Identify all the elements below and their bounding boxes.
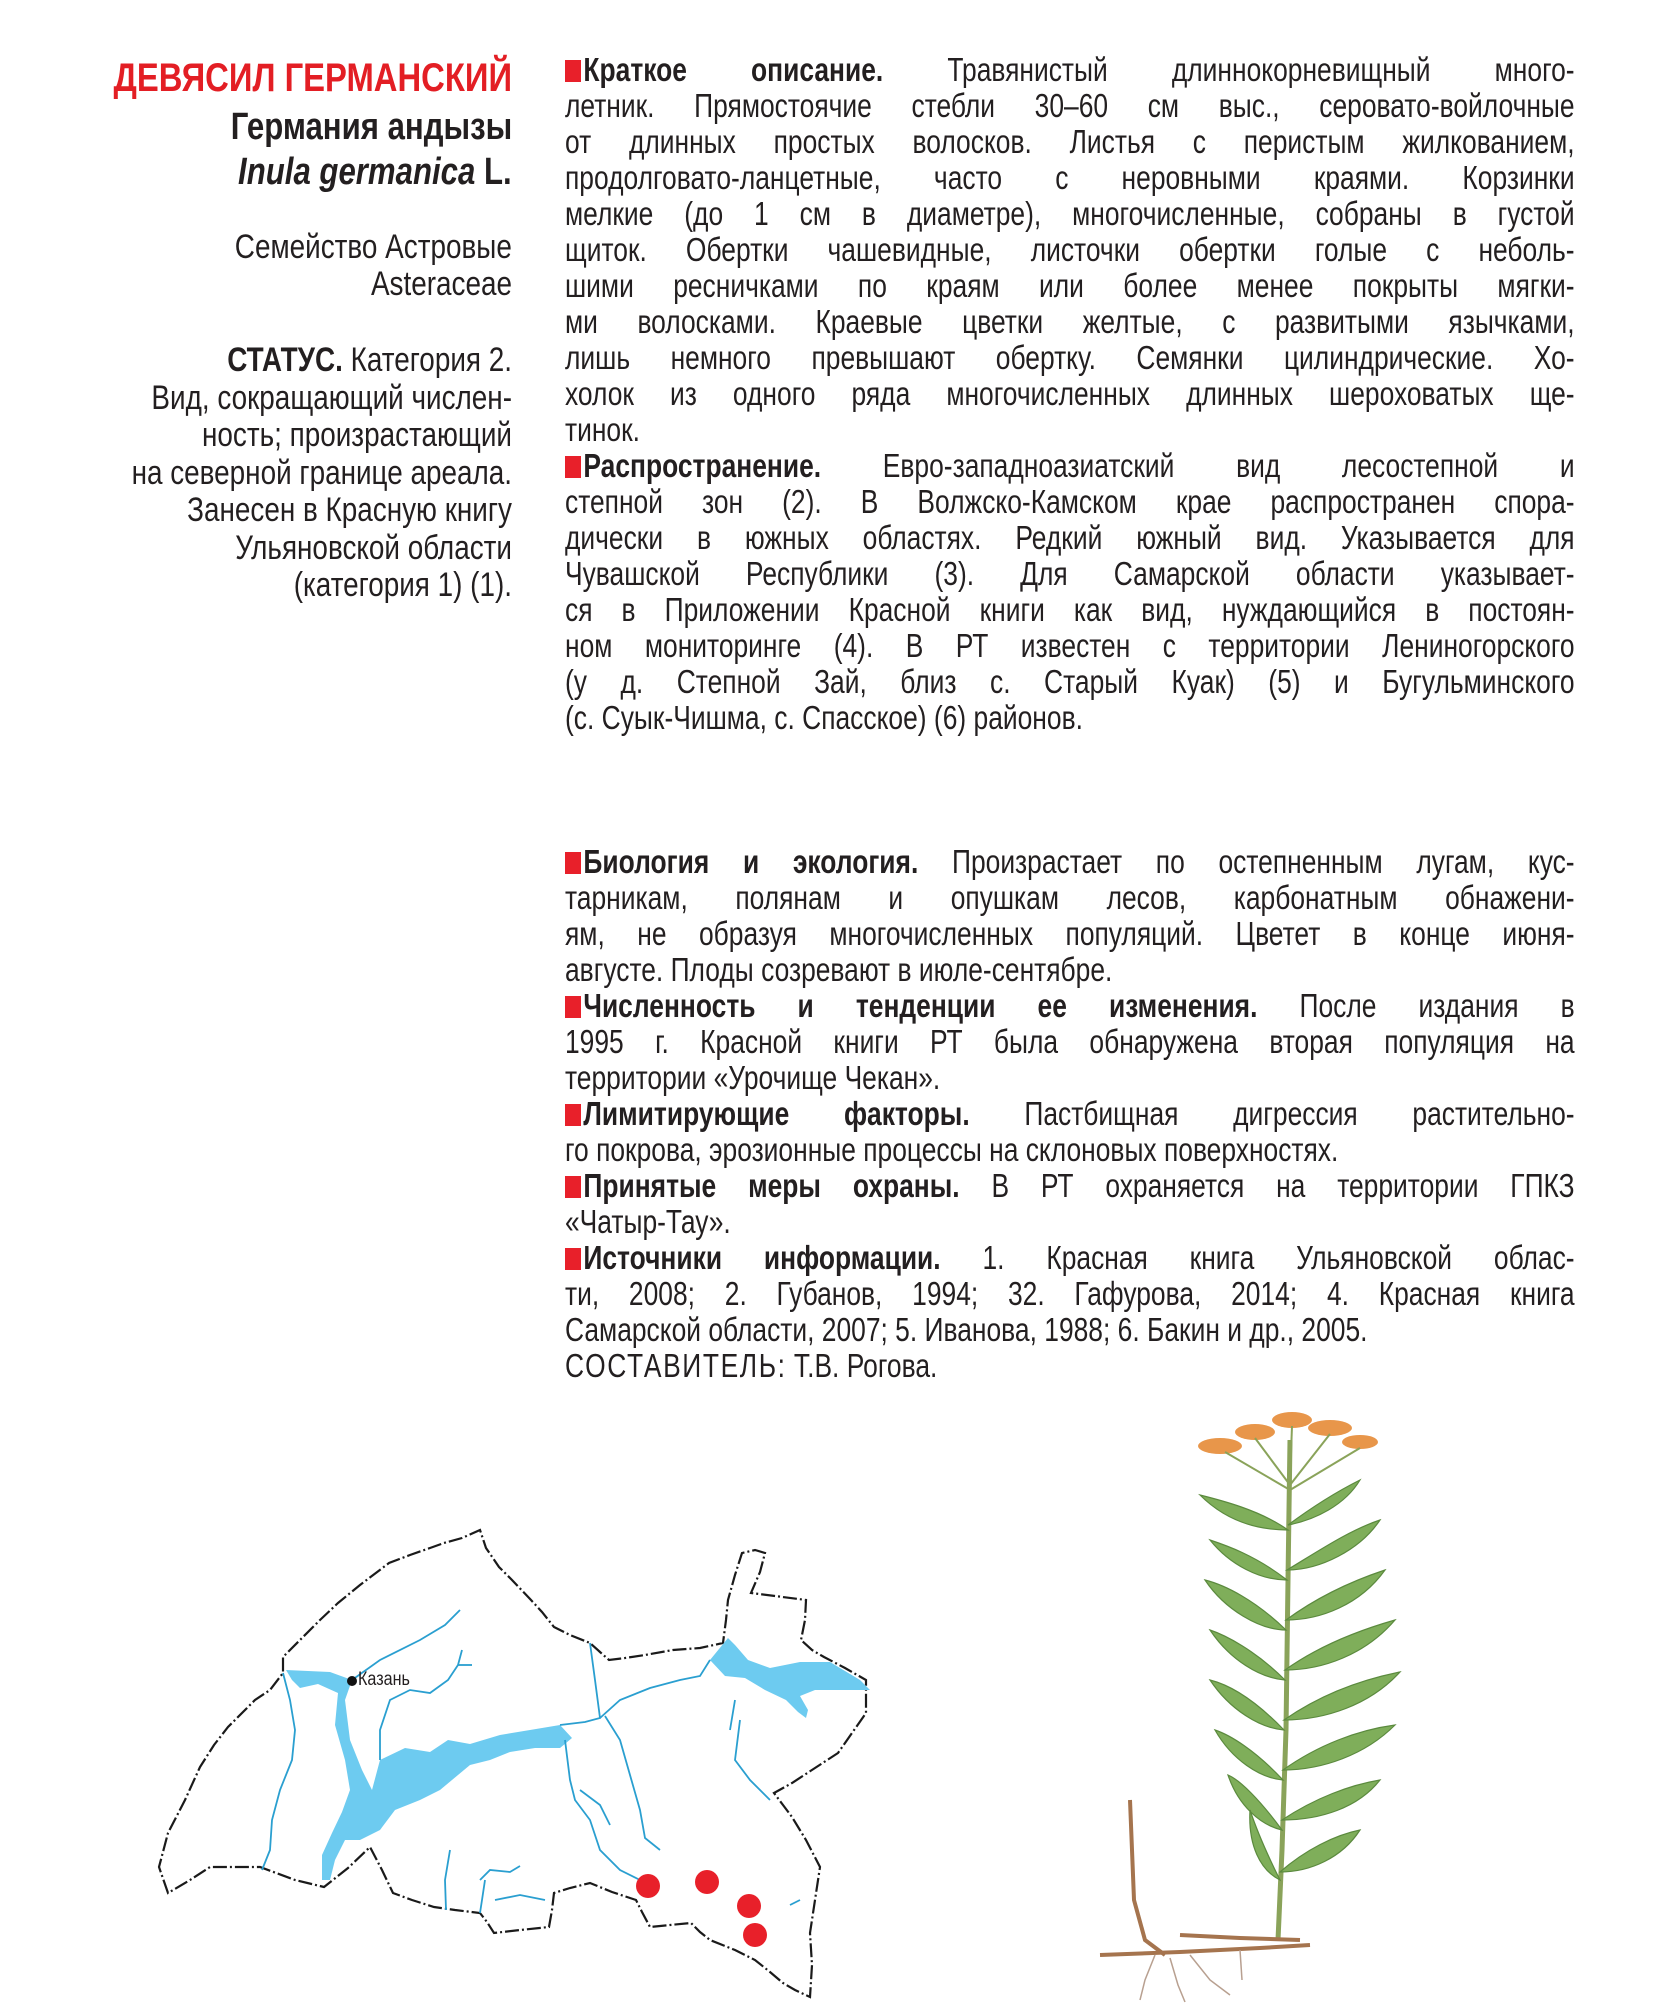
section-description — [565, 52, 1575, 448]
section-distribution — [565, 448, 1575, 736]
text-line — [565, 988, 1575, 1024]
section-text: ти, 2008; 2. Губанов, 1994; 32. Гафурова, 2014; 4. Красная книга — [565, 1275, 1575, 1312]
text-line — [565, 1096, 1575, 1132]
status-block — [53, 342, 512, 605]
text-line — [565, 1132, 1575, 1168]
section-text: После издания в — [1257, 987, 1575, 1024]
section-heading: Принятые меры охраны. — [583, 1167, 960, 1204]
leaf — [1228, 1775, 1282, 1830]
text-line — [565, 880, 1575, 916]
section-text: ном мониторинге (4). В РТ известен с территории Лениногорского — [565, 627, 1575, 664]
river — [605, 1716, 660, 1850]
section-text: мелкие (до 1 см в диаметре), многочисленные, собраны в густой — [565, 195, 1575, 232]
text-line — [565, 952, 1575, 988]
leaf — [1200, 1495, 1288, 1530]
river — [560, 1643, 600, 1725]
section-text: холок из одного ряда многочисленных длинных шероховатых ще- — [565, 375, 1575, 412]
section-text: Произрастает по остепненным лугам, кус- — [918, 843, 1575, 880]
text-line — [565, 196, 1575, 232]
section-text: (с. Суык-Чишма, с. Спасское) (6) районов. — [565, 699, 1083, 736]
section-text: Евро-западноазиатский вид лесостепной и — [821, 447, 1575, 484]
text-line — [565, 448, 1575, 484]
section-heading: Биология и экология. — [583, 843, 919, 880]
leaf — [1210, 1630, 1285, 1680]
section-text: Пастбищная дигрессия растительно- — [969, 1095, 1575, 1132]
section-text: ям, не образуя многочисленных популяций. Цветет в конце июня- — [565, 915, 1575, 952]
section-text: го покрова, эрозионные процессы на склоновых поверхностях. — [565, 1131, 1339, 1168]
leaf — [1282, 1780, 1380, 1820]
article-body — [565, 52, 1575, 1384]
occurrence-points — [636, 1870, 767, 1947]
section-text: продолговато-ланцетные, часто с неровными краями. Корзинки — [565, 159, 1575, 196]
text-line — [565, 1060, 1575, 1096]
section-text: тинок. — [565, 411, 640, 448]
text-line — [565, 232, 1575, 268]
river — [790, 1900, 800, 1905]
river — [735, 1720, 770, 1800]
red-square-bullet-icon — [565, 1104, 581, 1126]
occurrence-dot — [636, 1874, 660, 1898]
leaf — [1215, 1730, 1283, 1780]
species-title-ru: ДЕВЯСИЛ ГЕРМАНСКИЙ — [113, 56, 512, 100]
section-text: территории «Урочище Чекан». — [565, 1059, 941, 1096]
text-line — [565, 1312, 1575, 1348]
text-line — [565, 628, 1575, 664]
plant-svg — [1060, 1380, 1480, 2010]
kuibyshev-reservoir — [286, 1670, 572, 1880]
leaf — [1205, 1580, 1286, 1630]
section-gap — [565, 736, 1575, 844]
status-line: на северной границе ареала. — [131, 453, 512, 492]
species-title-tatar: Германия андызы — [230, 106, 512, 148]
city-marker-kazan — [347, 1676, 357, 1686]
section-text: Самарской области, 2007; 5. Иванова, 1988; 6. Бакин и др., 2005. — [565, 1311, 1368, 1348]
text-line — [565, 160, 1575, 196]
occurrence-dot — [737, 1894, 761, 1918]
river — [445, 1850, 450, 1910]
section-text: 1. Красная книга Ульяновской облас- — [940, 1239, 1575, 1276]
occurrence-dot — [743, 1923, 767, 1947]
red-square-bullet-icon — [565, 456, 581, 478]
leaf — [1285, 1620, 1395, 1670]
leaf — [1287, 1520, 1380, 1570]
section-protection — [565, 1168, 1575, 1240]
section-text: Чувашской Республики (3). Для Самарской области указывает- — [565, 555, 1575, 592]
compiler-text — [565, 1348, 1575, 1384]
section-text: тарникам, полянам и опушкам лесов, карбонатным обнажени- — [565, 879, 1575, 916]
section-text: августе. Плоды созревают в июле-сентябре. — [565, 951, 1113, 988]
red-square-bullet-icon — [565, 60, 581, 82]
section-text: (у д. Степной Зай, близ с. Старый Куак) (5) и Бугульминского — [565, 663, 1575, 700]
section-text: дически в южных областях. Редкий южный вид. Указывается для — [565, 519, 1575, 556]
status-line: (категория 1) (1). — [293, 566, 512, 604]
red-square-bullet-icon — [565, 1248, 581, 1270]
latin-author: L. — [475, 151, 512, 193]
section-limiting-factors — [565, 1096, 1575, 1168]
section-text: летник. Прямостоячие стебли 30–60 см выс., серовато-войлочные — [565, 87, 1575, 124]
compiler-name: Т.В. Рогова. — [786, 1347, 938, 1384]
text-line — [565, 592, 1575, 628]
river — [480, 1866, 520, 1880]
text-line — [565, 844, 1575, 880]
river — [580, 1790, 610, 1825]
leaves — [1200, 1480, 1400, 1880]
text-line — [565, 556, 1575, 592]
section-heading: Краткое описание. — [583, 51, 884, 88]
text-line — [565, 1204, 1575, 1240]
section-heading: Распространение. — [583, 447, 822, 484]
leaf — [1288, 1480, 1360, 1525]
status-line: Ульяновской области — [235, 528, 512, 567]
status-label: СТАТУС. — [227, 341, 343, 379]
red-square-bullet-icon — [565, 852, 581, 874]
text-line — [565, 376, 1575, 412]
section-text: 1995 г. Красной книги РТ была обнаружена вторая популяция на — [565, 1023, 1575, 1060]
text-line — [565, 268, 1575, 304]
leaf — [1210, 1540, 1287, 1580]
plant-illustration — [1060, 1380, 1480, 2010]
text-line — [565, 1168, 1575, 1204]
section-text: щиток. Обертки чашевидные, листочки обертки голые с неболь- — [565, 231, 1575, 268]
river — [600, 1660, 710, 1718]
red-square-bullet-icon — [565, 996, 581, 1018]
text-line — [565, 124, 1575, 160]
river — [730, 1700, 735, 1730]
family-latin: Asteraceae — [370, 265, 512, 303]
section-text: В РТ охраняется на территории ГПКЗ — [959, 1167, 1575, 1204]
text-line — [565, 340, 1575, 376]
section-heading: Лимитирующие факторы. — [583, 1095, 970, 1132]
compiler-line — [565, 1348, 1575, 1384]
latin-binomial: Inula germanica — [238, 151, 476, 193]
leaf — [1283, 1725, 1395, 1770]
section-heading: Источники информации. — [583, 1239, 941, 1276]
text-line — [565, 916, 1575, 952]
section-text: шими ресничками по краям или более менее покрыты мягки- — [565, 267, 1575, 304]
section-text: лишь немного превышают обертку. Семянки цилиндрические. Хо- — [565, 339, 1575, 376]
river — [495, 1895, 545, 1900]
section-text: степной зон (2). В Волжско-Камском крае распространен спора- — [565, 483, 1575, 520]
status-line — [53, 342, 512, 380]
family-ru: Семейство Астровые — [234, 228, 512, 266]
status-line: ность; произрастающий — [201, 416, 512, 454]
red-square-bullet-icon — [565, 1176, 581, 1198]
section-text: «Чатыр-Тау». — [565, 1203, 731, 1240]
text-line — [565, 700, 1575, 736]
river — [480, 1880, 485, 1913]
species-latin-name — [238, 151, 512, 194]
text-line — [565, 304, 1575, 340]
leaf — [1284, 1672, 1400, 1720]
section-population — [565, 988, 1575, 1096]
text-line — [565, 52, 1575, 88]
section-sources — [565, 1240, 1575, 1348]
map-svg — [140, 1500, 880, 2010]
section-text: ся в Приложении Красной книги как вид, нуждающийся в постоян- — [565, 591, 1575, 628]
text-line — [565, 1024, 1575, 1060]
leaf — [1286, 1570, 1385, 1620]
section-text: ми волосками. Краевые цветки желтые, с развитыми язычками, — [565, 303, 1575, 340]
leaf — [1210, 1680, 1284, 1730]
text-line — [565, 1276, 1575, 1312]
text-line — [565, 664, 1575, 700]
section-text: от длинных простых волосков. Листья с перистым жилкованием, — [565, 123, 1575, 160]
status-line: Занесен в Красную книгу — [187, 491, 512, 529]
section-biology — [565, 844, 1575, 988]
compiler-label: СОСТАВИТЕЛЬ: — [565, 1347, 787, 1384]
status-text: Категория 2. — [342, 341, 512, 379]
text-line — [565, 412, 1575, 448]
distribution-map — [140, 1500, 880, 2010]
text-line — [565, 520, 1575, 556]
roots — [1140, 1950, 1242, 2002]
text-line — [565, 484, 1575, 520]
section-heading: Численность и тенденции ее изменения. — [583, 987, 1258, 1024]
city-label-kazan: Казань — [358, 1669, 410, 1690]
section-text: Травянистый длиннокорневищный много- — [883, 51, 1575, 88]
text-line — [565, 88, 1575, 124]
text-line — [565, 1240, 1575, 1276]
leaf — [1280, 1830, 1360, 1872]
occurrence-dot — [695, 1870, 719, 1894]
river — [262, 1673, 295, 1870]
status-line: Вид, сокращающий числен- — [151, 378, 512, 417]
